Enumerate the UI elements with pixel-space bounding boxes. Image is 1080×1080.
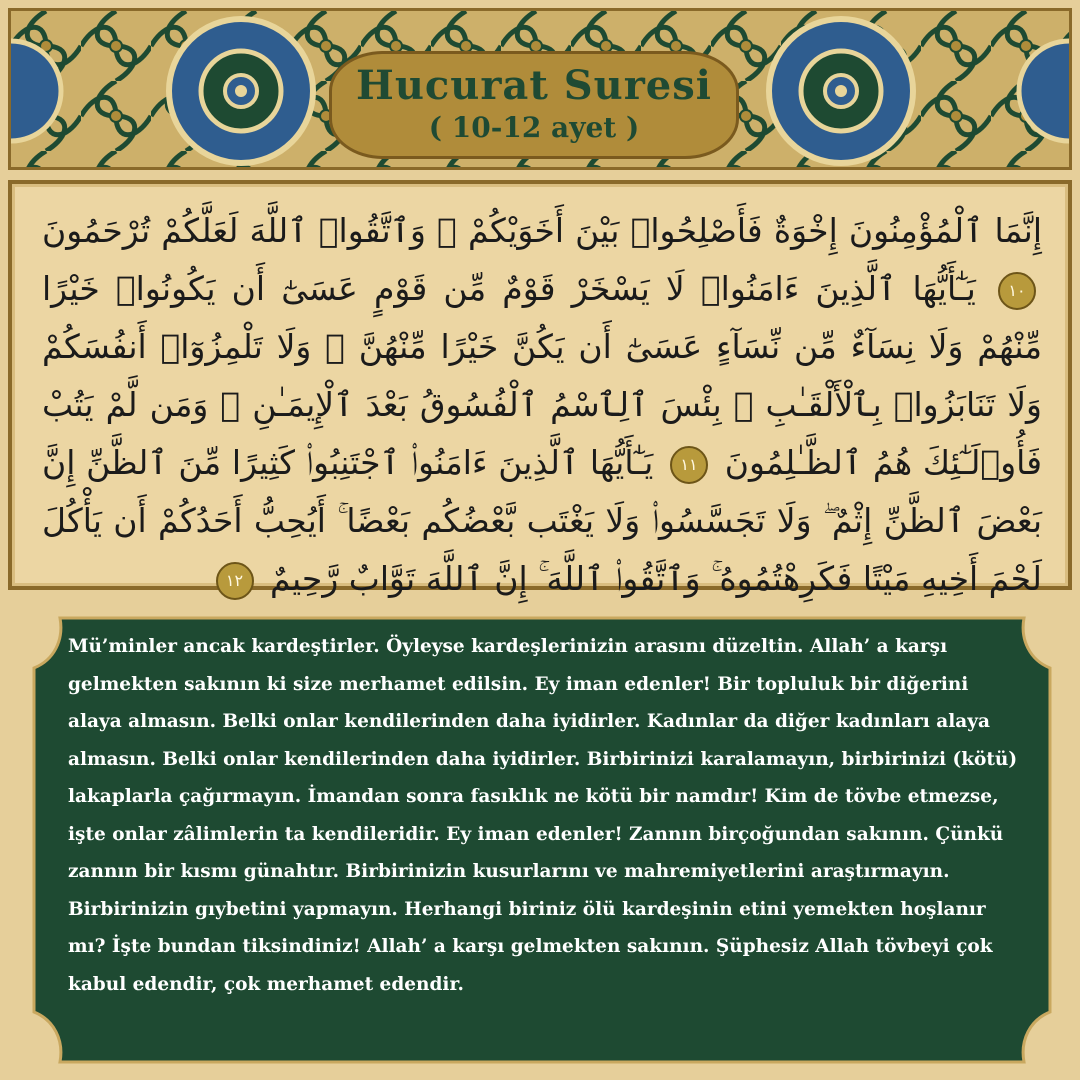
title-plate <box>329 51 739 159</box>
page-title: Hucurat Suresi <box>356 62 712 109</box>
left-rosette-icon <box>169 19 313 163</box>
verse-11-text: يَـٰٓأَيُّهَا ٱلَّذِينَ ءَامَنُوا۟ لَا يَسْخَرْ قَوْمٌ مِّن قَوْمٍ عَسَىٰٓ أَن يَكُونُوا۟ خَيْرًا مِّنْهُمْ وَلَا نِسَآءٌ مِّن نِّسَآءٍ عَسَىٰٓ أَن يَكُنَّ خَيْرًا مِّنْهُنَّ ۖ وَلَا تَلْمِزُوٓا۟ أَنفُسَكُمْ وَلَا تَنَابَزُوا۟ بِٱلْأَلْقَـٰبِ ۖ بِئْسَ ٱلِٱسْمُ ٱلْفُسُوقُ بَعْدَ ٱلْإِيمَـٰنِ ۚ وَمَن لَّمْ يَتُبْ فَأُو۟لَـٰٓئِكَ هُمُ ٱلظَّـٰلِمُونَ <box>42 269 1042 482</box>
page-subtitle: ( 10-12 ayet ) <box>428 111 640 144</box>
verse-marker-11: ١١ <box>670 446 708 484</box>
arabic-verses <box>42 202 1042 608</box>
verse-12-text: يَـٰٓأَيُّهَا ٱلَّذِينَ ءَامَنُوا۟ ٱجْتَنِبُوا۟ كَثِيرًا مِّنَ ٱلظَّنِّ إِنَّ بَعْضَ ٱلظَّنِّ إِثْمٌ ۖ وَلَا تَجَسَّسُوا۟ وَلَا يَغْتَب بَّعْضُكُم بَعْضًا ۚ أَيُحِبُّ أَحَدُكُمْ أَن يَأْكُلَ لَحْمَ أَخِيهِ مَيْتًا فَكَرِهْتُمُوهُ ۚ وَٱتَّقُوا۟ ٱللَّهَ ۚ إِنَّ ٱللَّهَ تَوَّابٌ رَّحِيمٌ <box>42 443 1042 598</box>
translation-panel <box>20 610 1064 1070</box>
right-rosette-icon <box>769 19 913 163</box>
verse-10-text: إِنَّمَا ٱلْمُؤْمِنُونَ إِخْوَةٌ فَأَصْلِحُوا۟ بَيْنَ أَخَوَيْكُمْ ۚ وَٱتَّقُوا۟ ٱللَّهَ لَعَلَّكُمْ تُرْحَمُونَ <box>42 211 1042 250</box>
verse-marker-10: ١٠ <box>998 272 1036 310</box>
verse-marker-12: ١٢ <box>216 562 254 600</box>
arabic-panel <box>8 180 1072 598</box>
translation-text: Mü’minler ancak kardeştirler. Öyleyse kardeşlerinizin arasını düzeltin. Allah’ a karşı gelmekten sakının ki size merhamet edilsin. Ey iman edenler! Bir topluluk bir diğerini alaya almasın. Belki onlar kendilerinden daha iyidirler. Kadınlar da diğer kadınları alaya almasın. Belki onlar kendilerinden daha iyidirler. Birbirinizi karalamayın, birbirinizi (kötü) lakaplarla çağırmayın. İmandan sonra fasıklık ne kötü bir namdır! Kim de tövbe etmezse, işte onlar zâlimlerin ta kendileridir. Ey iman edenler! Zannın birçoğundan sakının. Çünkü zannın bir kısmı günahtır. Birbirinizin kusurlarını ve mahremiyetlerini araştırmayın. Birbirinizin gıybetini yapmayın. Herhangi biriniz ölü kardeşinin etini yemekten hoşlanır mı? İşte bundan tiksindiniz! Allah’ a karşı gelmekten sakının. Şüphesiz Allah tövbeyi çok kabul edendir, çok merhamet edendir. <box>68 636 1018 995</box>
ornamental-header <box>8 8 1072 170</box>
